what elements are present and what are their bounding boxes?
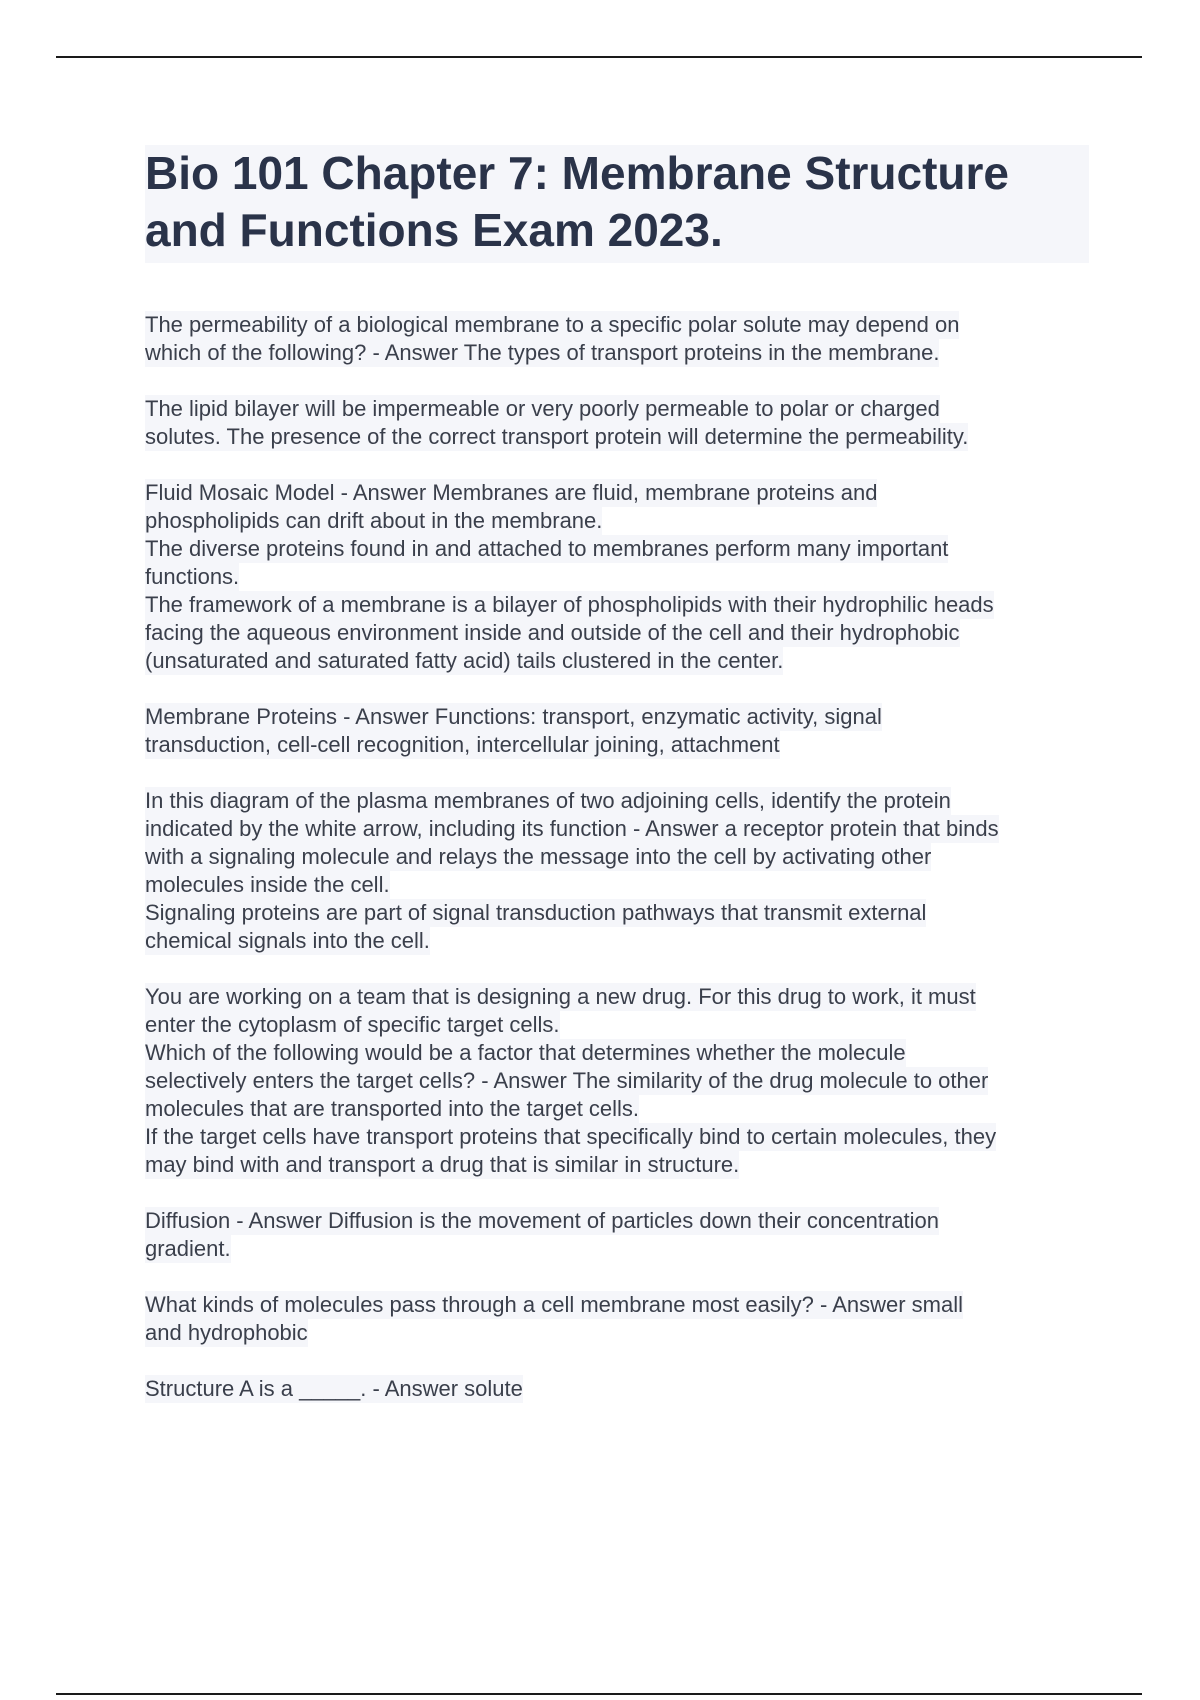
page-title [145, 145, 1089, 263]
text-line: gradient. [145, 1236, 231, 1261]
text-line: which of the following? - Answer The types of transport proteins in the membrane. [145, 340, 940, 365]
text-line: selectively enters the target cells? - Answer The similarity of the drug molecule to other [145, 1068, 989, 1093]
text-line: The lipid bilayer will be impermeable or very poorly permeable to polar or charged [145, 396, 940, 421]
text-line: and hydrophobic [145, 1320, 308, 1345]
text-line: molecules that are transported into the target cells. [145, 1096, 640, 1121]
text-line: transduction, cell-cell recognition, intercellular joining, attachment [145, 732, 780, 757]
text-line: Membrane Proteins - Answer Functions: transport, enzymatic activity, signal [145, 704, 882, 729]
text-line: You are working on a team that is designing a new drug. For this drug to work, it must [145, 984, 976, 1009]
qa-paragraph [145, 395, 1089, 451]
text-line: with a signaling molecule and relays the message into the cell by activating other [145, 844, 932, 869]
title-line: Bio 101 Chapter 7: Membrane Structure [145, 147, 1010, 199]
title-line: and Functions Exam 2023. [145, 204, 723, 256]
text-line: The diverse proteins found in and attached to membranes perform many important [145, 536, 949, 561]
text-line: Structure A is a _____. - Answer solute [145, 1376, 523, 1401]
qa-paragraph [145, 703, 1089, 759]
text-line: Which of the following would be a factor that determines whether the molecule [145, 1040, 906, 1065]
text-line: may bind with and transport a drug that is similar in structure. [145, 1152, 740, 1177]
text-line: phospholipids can drift about in the membrane. [145, 508, 603, 533]
bottom-rule [56, 1693, 1142, 1695]
text-line: enter the cytoplasm of specific target cells. [145, 1012, 560, 1037]
text-line: What kinds of molecules pass through a cell membrane most easily? - Answer small [145, 1292, 964, 1317]
text-line: solutes. The presence of the correct transport protein will determine the permeability. [145, 424, 969, 449]
text-line: facing the aqueous environment inside and outside of the cell and their hydrophobic [145, 620, 960, 645]
qa-paragraph [145, 479, 1089, 675]
text-line: Fluid Mosaic Model - Answer Membranes are fluid, membrane proteins and [145, 480, 878, 505]
text-line: molecules inside the cell. [145, 872, 390, 897]
text-line: Signaling proteins are part of signal transduction pathways that transmit external [145, 900, 927, 925]
top-rule [56, 56, 1142, 58]
qa-paragraph [145, 1291, 1089, 1347]
text-line: The framework of a membrane is a bilayer of phospholipids with their hydrophilic heads [145, 592, 994, 617]
text-line: functions. [145, 564, 240, 589]
qa-paragraph [145, 787, 1089, 955]
text-line: The permeability of a biological membrane to a specific polar solute may depend on [145, 312, 960, 337]
document-body [145, 311, 1089, 1431]
text-line: Diffusion - Answer Diffusion is the movement of particles down their concentration [145, 1208, 940, 1233]
qa-paragraph [145, 1207, 1089, 1263]
qa-paragraph [145, 311, 1089, 367]
qa-paragraph [145, 983, 1089, 1179]
text-line: chemical signals into the cell. [145, 928, 430, 953]
text-line: indicated by the white arrow, including its function - Answer a receptor protein that binds [145, 816, 999, 841]
text-line: If the target cells have transport proteins that specifically bind to certain molecules, they [145, 1124, 997, 1149]
text-line: (unsaturated and saturated fatty acid) tails clustered in the center. [145, 648, 784, 673]
text-line: In this diagram of the plasma membranes of two adjoining cells, identify the protein [145, 788, 951, 813]
qa-paragraph [145, 1375, 1089, 1403]
